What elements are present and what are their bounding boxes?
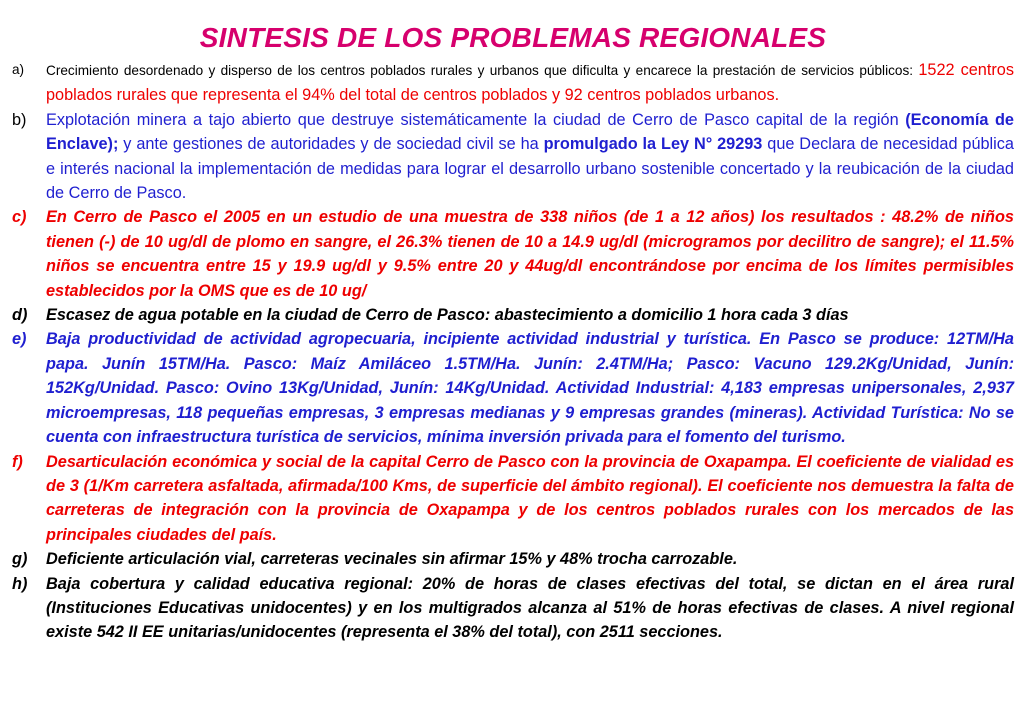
list-item-d <box>12 303 1014 327</box>
item-b-text-3: que Declara de necesidad pública e interés nacional la implementación de medidas para lograr el desarrollo urbano sostenible concertado y la reubicación de la ciudad de Cerro de Pasco. <box>46 135 1014 203</box>
item-b-text-2: y ante gestiones de autoridades y de sociedad civil se ha <box>118 135 544 154</box>
list-item-b <box>12 108 1014 206</box>
list-item-f <box>12 450 1014 548</box>
list-item-e <box>12 327 1014 449</box>
list-item-g <box>12 547 1014 571</box>
item-marker-e: e) <box>12 330 27 349</box>
item-marker-c: c) <box>12 208 27 227</box>
item-b-bold-2: promulgado la Ley N° 29293 <box>543 135 763 154</box>
item-g-text: Deficiente articulación vial, carreteras vecinales sin afirmar 15% y 48% trocha carrozable. <box>46 550 738 569</box>
list-item-h <box>12 572 1014 645</box>
item-b-bold-1: (Economía de Enclave); <box>46 110 1014 154</box>
item-b-text-1: Explotación minera a tajo abierto que destruye sistemáticamente la ciudad de Cerro de Pasco capital de la región <box>46 110 906 129</box>
problem-list <box>12 58 1014 645</box>
item-marker-h: h) <box>12 574 28 593</box>
item-marker-b: b) <box>12 110 27 129</box>
item-a-text-1: Crecimiento desordenado y disperso de los centros poblados rurales y urbanos que dificulta y encarece la prestación de servicios públicos: <box>46 63 919 78</box>
item-f-text: Desarticulación económica y social de la capital Cerro de Pasco con la provincia de Oxapampa. El coeficiente de vialidad es de 3 (1/Km carretera asfaltada, afirmada/100 Kms, de superficie del ámbito regional). El coeficiente nos demuestra la falta de carreteras de integración con la provincia de Oxapampa y de los centros poblados rurales con los mercados de las principales ciudades del país. <box>46 452 1014 544</box>
item-a-text-2: 1522 centros poblados rurales que representa el 94% del total de centros poblados y 92 centros poblados urbanos. <box>46 61 1015 105</box>
list-item-a <box>12 58 1014 108</box>
item-marker-a: a) <box>12 62 25 77</box>
item-marker-d: d) <box>12 306 28 325</box>
item-marker-f: f) <box>12 452 23 471</box>
item-marker-g: g) <box>12 550 28 569</box>
item-d-text: Escasez de agua potable en la ciudad de Cerro de Pasco: abastecimiento a domicilio 1 hora cada 3 días <box>46 306 849 325</box>
item-e-text: Baja productividad de actividad agropecuaria, incipiente actividad industrial y turística. En Pasco se produce: 12TM/Ha papa. Junín 15TM/Ha. Pasco: Maíz Amiláceo 1.5TM/Ha. Junín: 2.4TM/Ha; Pasco: Vacuno 129.2Kg/Unidad, Junín: 152Kg/Unidad. Pasco: Ovino 13Kg/Unidad, Junín: 14Kg/Unidad. Actividad Industrial: 4,183 empresas unipersonales, 2,937 microempresas, 118 pequeñas empresas, 3 empresas medianas y 9 empresas grandes (mineras). Actividad Turística: No se cuenta con infraestructura turística de servicios, mínima inversión privada para el fomento del turismo. <box>46 330 1014 447</box>
item-c-text: En Cerro de Pasco el 2005 en un estudio de una muestra de 338 niños (de 1 a 12 años) los resultados : 48.2% de niños tienen (-) de 10 ug/dl de plomo en sangre, el 26.3% tienen de 10 a 14.9 ug/dl (microgramos por decilitro de sangre); el 11.5% niños se encuentra entre 15 y 19.9 ug/dl y 9.5% entre 20 y 44ug/dl encontrándose por encima de los límites permisibles establecidos por la OMS que es de 10 ug/ <box>46 208 1014 300</box>
item-h-text: Baja cobertura y calidad educativa regional: 20% de horas de clases efectivas del total, se dictan en el área rural (Instituciones Educativas unidocentes) y en los multigrados alcanza al 51% de horas efectivas de clases. A nivel regional existe 542 II EE unitarias/unidocentes (representa el 38% del total), con 2511 secciones. <box>46 574 1014 642</box>
list-item-c <box>12 205 1014 303</box>
page-title: SINTESIS DE LOS PROBLEMAS REGIONALES <box>199 22 827 53</box>
